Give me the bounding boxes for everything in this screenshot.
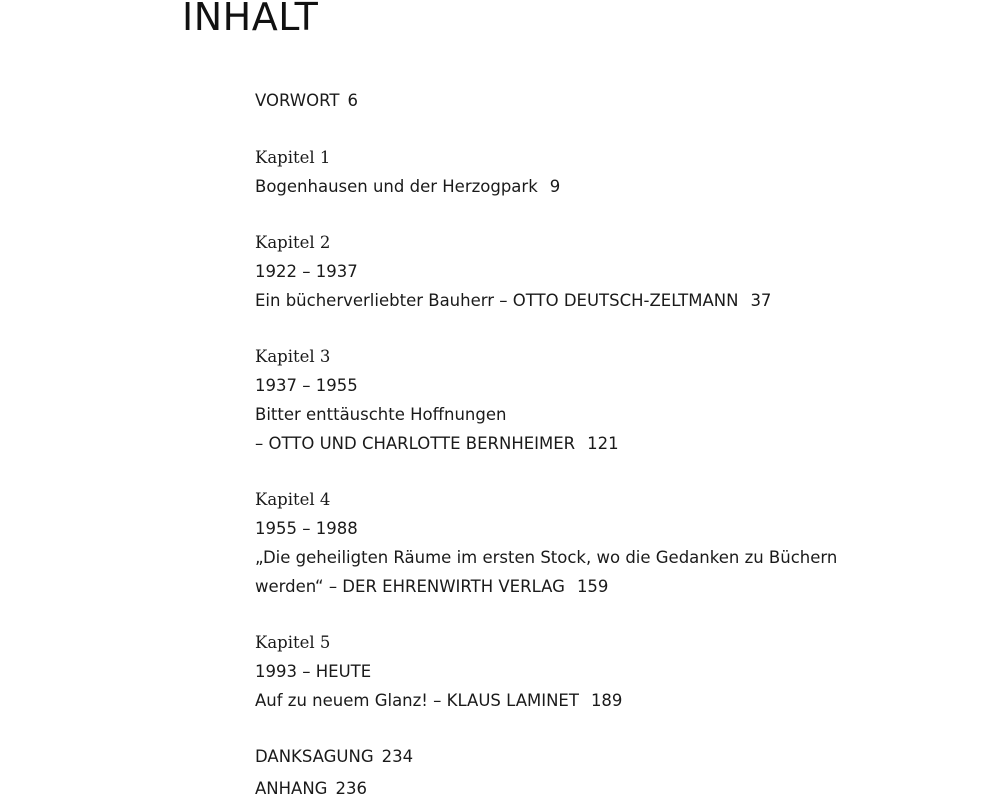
toc-page-number: 9 — [549, 177, 561, 196]
toc-page-number: 236 — [335, 779, 367, 798]
toc-entry-title: – OTTO UND CHARLOTTE BERNHEIMER — [255, 434, 576, 453]
toc-entry-title: ANHANG — [255, 779, 328, 798]
toc-page-number: 121 — [587, 434, 619, 453]
page-title: INHALT — [182, 0, 319, 39]
toc-entry-title: Ein bücherverliebter Bauherr – OTTO DEUTSCH-ZELTMANN — [255, 291, 739, 310]
chapter-label-3: Kapitel 3 — [255, 347, 331, 366]
chapter-years-5: 1993 – HEUTE — [255, 662, 372, 681]
chapter-label-1: Kapitel 1 — [255, 148, 331, 167]
toc-entry-chapter-3-line1: Bitter enttäuschte Hoffnungen — [255, 405, 507, 424]
toc-page-number: 159 — [576, 577, 609, 596]
toc-entry-danksagung — [255, 746, 413, 768]
chapter-years-2: 1922 – 1937 — [255, 262, 358, 281]
toc-page-number: 6 — [347, 91, 358, 110]
chapter-label-5: Kapitel 5 — [255, 633, 331, 652]
toc-entry-chapter-3-line2 — [255, 433, 619, 455]
toc-entry-chapter-1 — [255, 176, 560, 198]
toc-entry-chapter-5 — [255, 690, 622, 712]
chapter-label-2: Kapitel 2 — [255, 233, 331, 252]
toc-entry-chapter-2 — [255, 290, 771, 312]
toc-entry-title: VORWORT — [255, 91, 340, 110]
chapter-years-4: 1955 – 1988 — [255, 519, 358, 538]
toc-entry-title: DANKSAGUNG — [255, 747, 374, 766]
toc-entry-chapter-4-line2 — [255, 576, 608, 598]
toc-entry-title: werden“ – DER EHRENWIRTH VERLAG — [255, 577, 565, 596]
toc-page-number: 189 — [590, 691, 623, 710]
chapter-label-4: Kapitel 4 — [255, 490, 331, 509]
toc-entry-title: Bogenhausen und der Herzogpark — [255, 177, 538, 196]
toc-page-number: 234 — [381, 747, 414, 766]
toc-entry-anhang — [255, 778, 367, 800]
toc-page-number: 37 — [750, 291, 772, 310]
chapter-years-3: 1937 – 1955 — [255, 376, 358, 395]
toc-entry-chapter-4-line1: „Die geheiligten Räume im ersten Stock, wo die Gedanken zu Büchern — [255, 548, 838, 567]
toc-entry-title: Auf zu neuem Glanz! – KLAUS LAMINET — [255, 691, 579, 710]
toc-entry-vorwort — [255, 90, 358, 112]
